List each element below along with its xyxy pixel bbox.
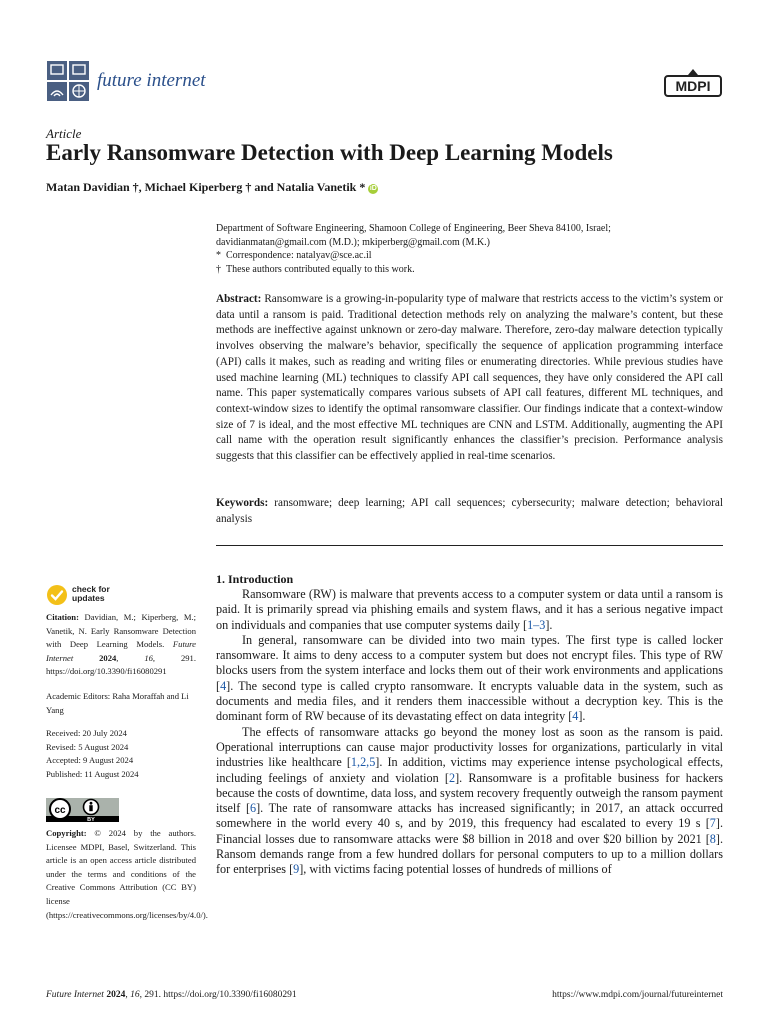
equal-contribution-text: These authors contributed equally to this work.: [226, 263, 415, 275]
publication-dates: [46, 727, 196, 781]
footer-volume: 16: [130, 990, 140, 1000]
keywords: [216, 496, 723, 527]
check-for-updates-icon[interactable]: [46, 584, 68, 606]
mdpi-logo-text: MDPI: [675, 78, 711, 94]
footer-journal: Future Internet: [46, 990, 104, 1000]
date-published: Published: 11 August 2024: [46, 768, 139, 779]
date-accepted: Accepted: 9 August 2024: [46, 755, 134, 766]
p3-text-b: ]. In addition, victims may experience intense psychological effects, including feelings of anxiety and violation [: [216, 755, 724, 785]
p3-text-d: ]. The rate of ransomware attacks has increased significantly; in 2017, an attack occurred somewhere in the world every 40 s, and by 2019, this frequency had escalated to every 19 s [: [216, 801, 723, 831]
p2-text-b: ]. The second type is called crypto ransomware. It encrypts valuable data in the system, such as documents and media files, and it renders them inaccessible without a decryption key. This is the dominant form of RW because of its devastating effect on data integrity [: [216, 678, 723, 724]
p3-text-c: ]. Ransomware is a profitable business for hackers because the costs of downtime, data loss, and system recovery frequently outweigh the ransom payment itself [: [216, 770, 723, 816]
p1-text-b: ].: [545, 617, 553, 632]
orcid-icon[interactable]: iD: [369, 185, 377, 192]
footer-doi[interactable]: , 291. https://doi.org/10.3390/fi16080291: [139, 990, 297, 1000]
footer-year: 2024: [106, 990, 126, 1000]
check-for-updates-label[interactable]: [72, 585, 110, 603]
by-badge-text: BY: [87, 817, 95, 822]
paragraph-3: [216, 725, 723, 878]
academic-editors: Academic Editors: Raha Moraffah and Li Yang: [46, 691, 189, 715]
correspondence-text: Correspondence: natalyav@sce.ac.il: [226, 250, 372, 261]
ref-link[interactable]: 1,2,5: [350, 755, 376, 770]
affiliation-emails: davidianmatan@gmail.com (M.D.); mkiperberg@gmail.com (M.K.): [216, 236, 491, 248]
p3-text-g: ], with victims facing potential losses of hundreds of millions of: [299, 862, 612, 877]
equal-contribution-line: [216, 263, 724, 277]
citation-text: Davidian, M.; Kiperberg, M.; Vanetik, N. Early Ransomware Detection with Deep Learning Models.: [46, 612, 197, 650]
abstract-label: Abstract:: [216, 293, 262, 305]
footer-journal-url[interactable]: https://www.mdpi.com/journal/futureinternet: [552, 990, 723, 1000]
correspondence-line: [216, 249, 724, 263]
footer-citation: Future Internet 2024, 16, 291. https://doi.org/10.3390/fi16080291: [46, 990, 297, 1000]
copyright-block: [46, 827, 208, 922]
journal-name: future internet: [97, 70, 206, 91]
introduction-body: [216, 587, 723, 878]
p2-text-c: ].: [578, 709, 586, 724]
ref-link[interactable]: 2: [448, 770, 456, 785]
citation-journal: Future Internet: [46, 639, 196, 663]
p1-text-a: Ransomware (RW) is malware that prevents access to a computer system or data until a ransom is paid. It is primarily spread via phishing emails and system flaws, and it has a serious negative impact on individuals and companies that use computer systems daily [: [216, 587, 723, 632]
equal-symbol: †: [216, 263, 221, 275]
ref-link[interactable]: 1–3: [527, 617, 546, 632]
ref-link[interactable]: 4: [572, 709, 579, 724]
section-heading-introduction: 1. Introduction: [216, 572, 294, 586]
mdpi-logo-icon: [664, 68, 722, 100]
cc-by-license-icon[interactable]: [46, 798, 119, 822]
keywords-label: Keywords:: [216, 497, 269, 509]
ref-link[interactable]: 6: [250, 801, 257, 816]
p3-text-a: The effects of ransomware attacks go beyond the money lost as soon as the ransom is paid. Operational interruptions can cause major productivity losses for organizations, particularly in vital industries like healthcare [: [216, 724, 723, 770]
date-received: Received: 20 July 2024: [46, 728, 127, 738]
ref-link[interactable]: 8: [709, 831, 716, 846]
citation-pages[interactable]: , 291. https://doi.org/10.3390/fi16080291: [46, 652, 196, 677]
date-revised: Revised: 5 August 2024: [46, 741, 129, 752]
citation-label: Citation:: [46, 612, 79, 622]
author-names: Matan Davidian †, Michael Kiperberg † and Natalia Vanetik *: [46, 180, 366, 194]
citation-block: Citation: Davidian, M.; Kiperberg, M.; Vanetik, N. Early Ransomware Detection with Deep Learning Models. Future Internet 2024, 16, 291. https://doi.org/10.3390/fi16080291: [46, 612, 197, 677]
p2-text-a: In general, ransomware can be divided into two main types. The first type is called locker ransomware. It aims to deny access to a computer system but does not encrypt files. This type of RW blocks users from the system interface and locks them out of their work environments and applications [: [216, 632, 723, 693]
author-list: [46, 180, 378, 195]
p3-text-e: ]. Financial losses due to ransomware attacks were $8 billion in 2018 and over $20 billion by 2021 [: [216, 816, 723, 846]
cc-badge-text: cc: [54, 805, 66, 816]
page-title: Early Ransomware Detection with Deep Learning Models: [46, 140, 613, 165]
affiliation-dept: Department of Software Engineering, Shamoon College of Engineering, Beer Sheva 84100, Israel;: [216, 223, 611, 234]
ref-link[interactable]: 9: [293, 862, 300, 877]
journal-logo-icon: [46, 60, 90, 102]
ref-link[interactable]: 4: [220, 678, 227, 693]
ref-link[interactable]: 7: [709, 816, 716, 831]
copyright-text: © 2024 by the authors. Licensee MDPI, Basel, Switzerland. This article is an open access article distributed under the terms and conditions of the Creative Commons Attribution (CC BY) license (https://creativecommons.org/licenses/by/4.0/).: [46, 828, 208, 920]
paragraph-1: [216, 587, 723, 633]
abstract-text: Ransomware is a growing-in-popularity type of malware that restricts access to the victim’s system or data until a ransom is paid. Traditional detection methods rely on analyzing the malware’s content, but these methods are ineffective against unknown or zero-day malware. Therefore, zero-day malware detection typically involves observing the malware’s behavior, specifically the sequence of application programming interface (API) calls it makes, such as reading and writing files or enumerating directories. While previous studies have used machine learning (ML) techniques to classify API call sequences, they have only considered the API call name. This paper systematically compares various subsets of API call features, different ML techniques, and context-window sizes to identify the optimal ransomware classifier. Our findings indicate that a context-window size of 7 is ideal, and the most effective ML techniques are CNN and LSTM. Additionally, augmenting the API call name with the operation result significantly enhances the classifier’s precision. Performance analysis suggests that this classifier can be effectively applied in real-time scenarios.: [216, 293, 723, 463]
keywords-text: ransomware; deep learning; API call sequences; cybersecurity; malware detection; behavioral analysis: [216, 497, 723, 525]
affiliations: [216, 222, 724, 276]
check-line1: check for: [72, 584, 110, 594]
correspondence-symbol: *: [216, 250, 221, 261]
paragraph-2: [216, 633, 723, 725]
article-type: Article: [46, 126, 82, 141]
check-line2: updates: [72, 593, 105, 603]
copyright-label: Copyright:: [46, 828, 87, 838]
abstract: [216, 292, 723, 465]
section-divider: [216, 545, 723, 546]
p3-text-f: ]. Ransom demands range from a few hundred dollars for personal computers to up to a million dollars for enterprises [: [216, 831, 723, 877]
citation-volume: 16: [144, 652, 153, 663]
citation-year: 2024: [99, 652, 117, 663]
